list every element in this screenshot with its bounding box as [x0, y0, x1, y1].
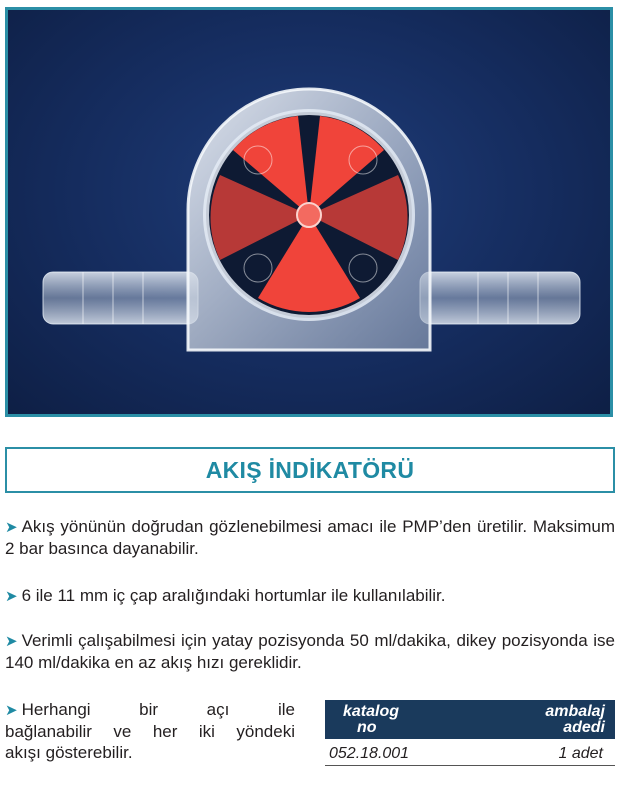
paragraph-line: akışı gösterebilir.: [5, 743, 133, 762]
table-row: [325, 739, 615, 766]
paragraph-text: Akış yönünün doğrudan gözlenebilmesi amacı ile PMP’den üretilir. Maksimum 2 bar basınca dayanabilir.: [5, 517, 615, 558]
header-catalog-no: [325, 700, 482, 739]
header-line: adedi: [563, 719, 605, 736]
paragraph-text: Verimli çalışabilmesi için yatay pozisyonda 50 ml/dakika, dikey pozisyonda ise 140 ml/dakika en az akış hızı gereklidir.: [5, 631, 615, 672]
description-paragraph-2: [5, 585, 615, 607]
catalog-number-cell: 052.18.001: [325, 739, 482, 766]
product-title: AKIŞ İNDİKATÖRÜ: [205, 456, 415, 483]
description-paragraph-4: [5, 699, 295, 763]
description-paragraph-3: [5, 630, 615, 673]
paragraph-line-text: Herhangi bir açı ile: [21, 700, 295, 719]
product-title-box: [5, 447, 615, 493]
chevron-right-icon: ➤: [5, 702, 18, 719]
table-header-row: [325, 700, 615, 739]
header-line: katalog: [343, 703, 400, 720]
description-paragraph-1: [5, 516, 615, 559]
chevron-right-icon: ➤: [5, 588, 18, 605]
product-photo: [5, 7, 613, 417]
header-package-qty: [482, 700, 615, 739]
left-hose-barb: [43, 272, 198, 324]
paragraph-text: 6 ile 11 mm iç çap aralığındaki hortumlar ile kullanılabilir.: [21, 586, 446, 605]
header-line: no: [357, 719, 377, 736]
header-line: ambalaj: [545, 703, 605, 720]
chevron-right-icon: ➤: [5, 519, 18, 536]
catalog-table: [325, 700, 615, 766]
right-hose-barb: [420, 272, 580, 324]
paragraph-line: [5, 699, 295, 721]
flow-indicator-illustration: [8, 10, 610, 414]
chevron-right-icon: ➤: [5, 633, 18, 650]
paragraph-line: bağlanabilir ve her iki yöndeki: [5, 722, 295, 741]
package-qty-cell: 1 adet: [482, 739, 615, 766]
